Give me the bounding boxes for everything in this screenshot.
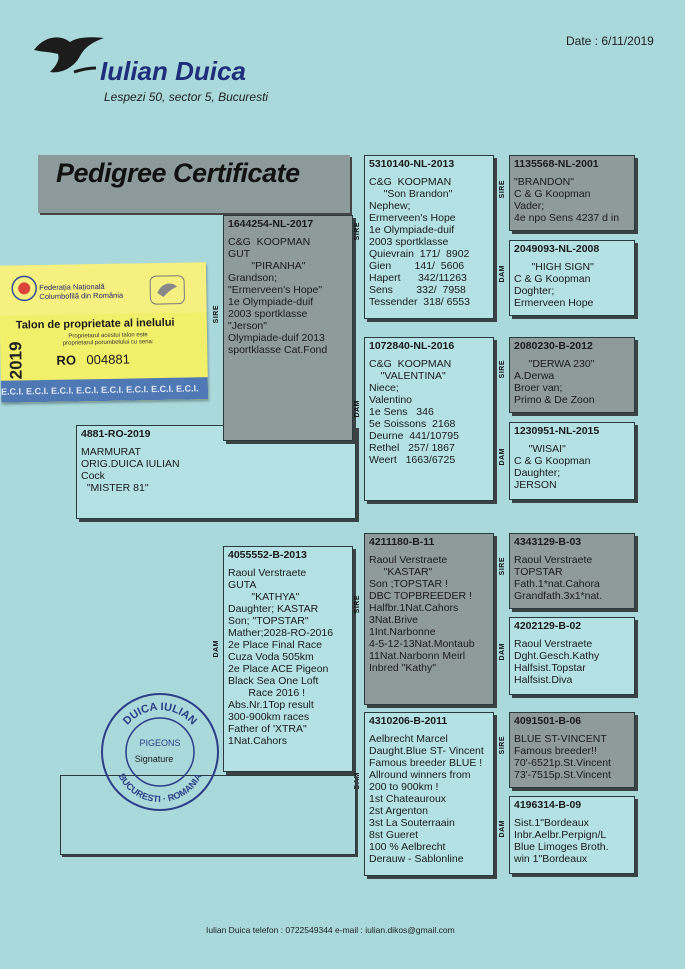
sire-ring: 1644254-NL-2017 bbox=[228, 218, 314, 230]
sds-label: SIRE bbox=[499, 360, 506, 379]
ownership-talon bbox=[0, 262, 208, 403]
dss-label: SIRE bbox=[499, 557, 506, 576]
sire-sire-box: 5310140-NL-2013 C&G KOOPMAN "Son Brandon" Nephew; Ermerveen's Hope 1e Olympiade-duif 2003 sportklasse Quievrain 171/ 8902 Gien 141/ 5606 Hapert 342/11263 Sens 332/ 7958 Tessender 318/ 6553 bbox=[364, 155, 494, 319]
sss-box: 1135568-NL-2001 "BRANDON" C & G Koopman Vader; 4e npo Sens 4237 d in bbox=[509, 155, 635, 231]
sss-label: SIRE bbox=[499, 180, 506, 199]
breeder-name: Iulian Duica bbox=[100, 56, 246, 86]
sire-label: SIRE bbox=[213, 305, 220, 324]
svg-text:Signature: Signature bbox=[134, 754, 174, 764]
ddd-label: DAM bbox=[499, 820, 506, 838]
pigeon-emblem-icon bbox=[149, 275, 186, 306]
talon-year: 2019 bbox=[6, 341, 26, 380]
dam-box: 4055552-B-2013 Raoul Verstraete GUTA "KATHYA" Daughter; KASTAR Son; "TOPSTAR" Mather;2028-RO-2016 2e Place Final Race Cuza Voda 505km 2e Place ACE Pigeon Black Sea One Loft Race 2016 ! Abs.Nr.1Top result 300-900km races Father of 'XTRA" 1Nat.Cahors bbox=[223, 546, 353, 772]
talon-subtitle: Proprietarul acestui talon este proprietarul porumbelului cu seria: bbox=[62, 332, 154, 347]
ddd-box: 4196314-B-09 Sist.1"Bordeaux Inbr.Aelbr.Perpign/L Blue Limoges Broth. win 1"Bordeaux bbox=[509, 796, 635, 874]
svg-text:PIGEONS: PIGEONS bbox=[139, 738, 181, 748]
subject-ring: 4881-RO-2019 bbox=[81, 428, 151, 440]
dam-sire-box: 4211180-B-11 Raoul Verstraete "KASTAR" Son ;TOPSTAR ! DBC TOPBREEDER ! Halfbr.1Nat.Cahors 3Nat.Brive 1Int.Narbonne 4-5-12-13Nat.Montaub 11Nat.Narbonn Meirl Inbred "Kathy" bbox=[364, 533, 494, 705]
federation-name: Federația Națională Columbofilă din România bbox=[39, 281, 124, 302]
talon-ring-number: 004881 bbox=[86, 351, 130, 368]
breeder-address: Lespezi 50, sector 5, Bucuresti bbox=[104, 90, 269, 104]
subject-box: 4881-RO-2019 MARMURAT ORIG.DUICA IULIAN Cock "MISTER 81" bbox=[76, 425, 356, 519]
dove-logo-icon bbox=[30, 28, 110, 83]
page-title: Pedigree Certificate bbox=[56, 158, 300, 188]
svg-text:DUICA IULIAN: DUICA IULIAN bbox=[120, 700, 200, 728]
dam-sire-label: SIRE bbox=[354, 595, 361, 614]
svg-text:BUCURESTI · ROMANIA: BUCURESTI · ROMANIA bbox=[116, 771, 204, 805]
sdd-box: 1230951-NL-2015 "WISAI" C & G Koopman Daughter; JERSON bbox=[509, 422, 635, 500]
sdd-label: DAM bbox=[499, 448, 506, 466]
breeder-stamp-icon bbox=[96, 688, 224, 816]
sds-box: 2080230-B-2012 "DERWA 230" A.Derwa Broer van; Primo & De Zoon bbox=[509, 337, 635, 413]
dsd-label: DAM bbox=[499, 643, 506, 661]
ssd-box: 2049093-NL-2008 "HIGH SIGN" C & G Koopman Doghter; Ermerveen Hope bbox=[509, 240, 635, 316]
sire-box: 1644254-NL-2017 C&G KOOPMAN GUT "PIRANHA" Grandson; "Ermerveen's Hope" 1e Olympiade-duif 2003 sportklasse "Jerson" Olympiade-duif 2013 sportklasse Cat.Fond bbox=[223, 215, 353, 441]
talon-country: RO bbox=[56, 352, 77, 368]
footer-contact: Iulian Duica telefon : 0722549344 e-mail : iulian.dikos@gmail.com bbox=[206, 925, 455, 935]
talon-title: Talon de proprietate al inelului bbox=[15, 316, 175, 332]
certificate-date: Date : 6/11/2019 bbox=[566, 34, 654, 48]
talon-band: E.C.I. E.C.I. E.C.I. E.C.I. E.C.I. E.C.I. E.C.I. E.C.I. bbox=[1, 377, 208, 403]
ssd-label: DAM bbox=[499, 265, 506, 283]
dss-box: 4343129-B-03 Raoul Verstraete TOPSTAR Fath.1*nat.Cahora Grandfath.3x1*nat. bbox=[509, 533, 635, 609]
federation-seal-icon bbox=[11, 275, 37, 301]
sire-dam-box: 1072840-NL-2016 C&G KOOPMAN "VALENTINA" Niece; Valentino 1e Sens 346 5e Soissons 2168 Deurne 441/10795 Rethel 257/ 1867 Weert 1663/6725 bbox=[364, 337, 494, 501]
dam-ring: 4055552-B-2013 bbox=[228, 549, 307, 561]
sire-sire-label: SIRE bbox=[354, 222, 361, 241]
sire-dam-label: DAM bbox=[354, 400, 361, 418]
dsd-box: 4202129-B-02 Raoul Verstraete Dght.Gesch.Kathy Halfsist.Topstar Halfsist.Diva bbox=[509, 617, 635, 695]
dam-label: DAM bbox=[213, 640, 220, 658]
dam-dam-box: 4310206-B-2011 Aelbrecht Marcel Daught.Blue ST- Vincent Famous breeder BLUE ! Allround winners from 200 to 900km ! 1st Chateauroux 2st Argenton 3st La Souterraain 8st Gueret 100 % Aelbrecht Derauw - Sablonline bbox=[364, 712, 494, 876]
dds-label: SIRE bbox=[499, 736, 506, 755]
dds-box: 4091501-B-06 BLUE ST-VINCENT Famous breeder!! 70'-6521p.St.Vincent 73'-7515p.St.Vincent bbox=[509, 712, 635, 788]
dam-dam-label: DAM bbox=[354, 772, 361, 790]
